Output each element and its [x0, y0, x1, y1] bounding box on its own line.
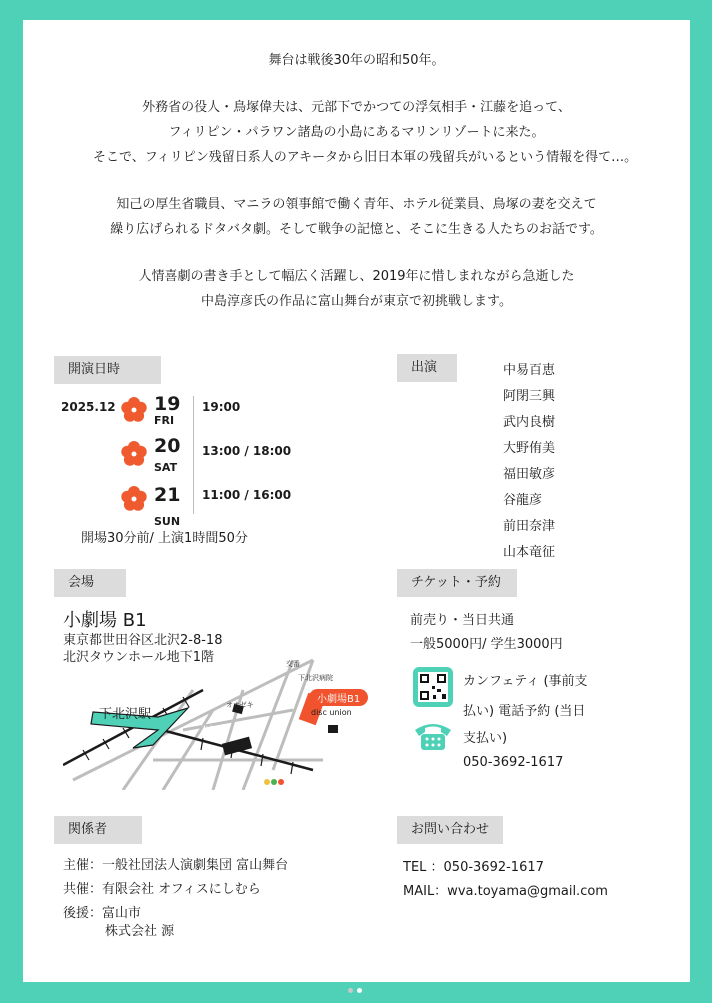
ticket-phone: 050-3692-1617 — [463, 755, 564, 770]
map-station-label: 下北沢駅 — [99, 707, 152, 722]
day-of-week: SAT — [154, 461, 178, 474]
day-of-week: SUN — [154, 515, 181, 528]
ticket-info-line: 払い) 電話予約 (当日 — [463, 704, 586, 719]
contact-mail[interactable]: MAIL：wva.toyama@gmail.com — [403, 884, 608, 899]
day-of-week: FRI — [154, 414, 175, 427]
cast-member: 福田敏彦 — [503, 467, 556, 482]
contact-label: お問い合わせ — [397, 816, 503, 844]
intro-line: 繰り広げられるドタバタ劇。そして戦争の記憶と、そこに生きる人たちのお話です。 — [110, 222, 603, 237]
cast-member: 阿閉三興 — [503, 389, 556, 404]
show-time: 11:00 / 16:00 — [202, 488, 292, 502]
page-dot-active[interactable] — [357, 988, 362, 993]
cast-member: 前田奈津 — [503, 519, 556, 534]
map-label: 下北沢病院 — [298, 674, 333, 682]
cast-member: 谷龍彦 — [503, 493, 543, 508]
page-dot[interactable] — [348, 988, 353, 993]
schedule-year: 2025.12 — [61, 400, 116, 414]
staff-label: 関係者 — [54, 816, 142, 844]
venue-label: 会場 — [54, 569, 126, 597]
intro-line: 舞台は戦後30年の昭和50年。 — [268, 53, 445, 68]
venue-name: 小劇場 B1 — [63, 610, 147, 631]
cast-member: 中易百恵 — [503, 363, 556, 378]
ticket-info-line: カンフェティ (事前支 — [463, 674, 588, 689]
support-line: 株式会社 源 — [105, 924, 175, 939]
ticket-line: 前売り・当日共通 — [410, 613, 515, 628]
intro-line: 知己の厚生省職員、マニラの領事館で働く青年、ホテル従業員、鳥塚の妻を交えて — [116, 197, 597, 212]
show-time: 19:00 — [202, 400, 241, 414]
ticket-info-line: 支払い) — [463, 731, 508, 746]
schedule-note: 開場30分前/ 上演1時間50分 — [81, 531, 248, 546]
day-number: 21 — [154, 484, 181, 506]
phone-icon — [413, 720, 453, 752]
ticket-price: 一般5000円/ 学生3000円 — [410, 637, 563, 652]
intro-line: そこで、フィリピン残留日系人のアキータから旧日本軍の残留兵がいるという情報を得て…。 — [93, 150, 638, 165]
schedule-divider — [193, 396, 194, 514]
day-number: 20 — [154, 435, 181, 457]
cohost-line: 共催：有限会社 オフィスにしむら — [63, 882, 261, 897]
ticket-label: チケット・予約 — [397, 569, 517, 597]
map-label: オオゼキ — [226, 701, 254, 709]
flower-icon — [120, 485, 148, 513]
cast-member: 武内良樹 — [503, 415, 556, 430]
day-number: 19 — [154, 393, 181, 415]
intro-line: 人情喜劇の書き手として幅広く活躍し、2019年に惜しまれながら急逝した — [138, 269, 575, 284]
cast-member: 山本竜征 — [503, 545, 556, 560]
address-line: 東京都世田谷区北沢2-8-18 — [63, 633, 223, 648]
map-venue-tag: 小劇場B1 — [309, 689, 368, 706]
intro-line: フィリピン・パラワン諸島の小島にあるマリンリゾートに来た。 — [168, 125, 545, 140]
schedule-label: 開演日時 — [54, 356, 161, 384]
cast-list — [503, 358, 555, 566]
flyer-page — [23, 20, 690, 982]
ticket-info — [463, 667, 623, 775]
flower-icon — [120, 396, 148, 424]
map-label: disc union — [311, 708, 352, 717]
support-line: 後援：富山市 — [63, 906, 142, 921]
map-label: 本多劇場 — [201, 725, 229, 733]
cast-member: 大野侑美 — [503, 441, 556, 456]
intro-line: 外務省の役人・鳥塚偉夫は、元部下でかつての浮気相手・江藤を追って、 — [142, 100, 571, 115]
contact-tel: TEL ：050-3692-1617 — [403, 860, 544, 875]
intro-text — [23, 48, 690, 314]
host-line: 主催：一般社団法人演劇集団 富山舞台 — [63, 858, 289, 873]
cast-label: 出演 — [397, 354, 457, 382]
map-label: 交番 — [286, 660, 300, 668]
flower-icon — [120, 440, 148, 468]
address-line: 北沢タウンホール地下1階 — [63, 650, 215, 665]
show-time: 13:00 / 18:00 — [202, 444, 292, 458]
qr-code-icon[interactable] — [413, 667, 453, 707]
intro-line: 中島淳彦氏の作品に富山舞台が東京で初挑戦します。 — [201, 294, 512, 309]
page-indicator[interactable] — [348, 978, 366, 997]
